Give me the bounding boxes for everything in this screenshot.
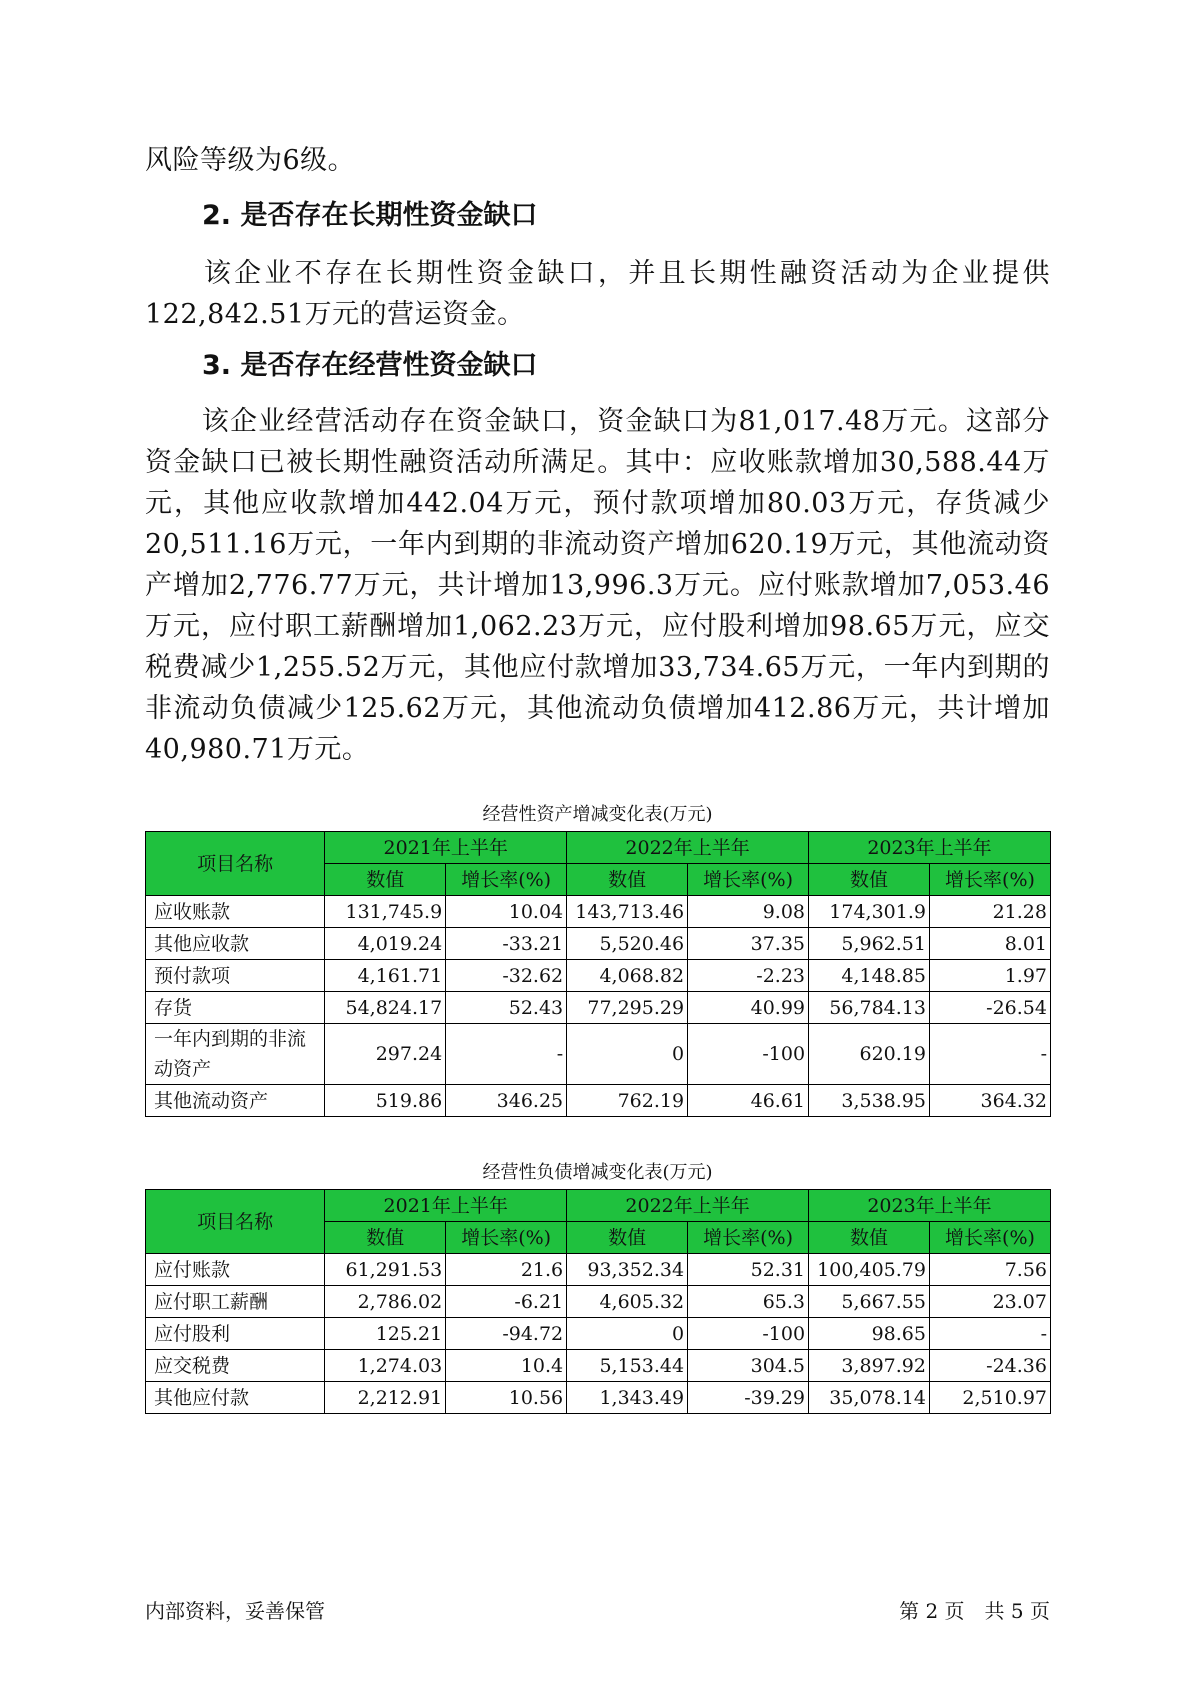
value-cell: 3,538.95 [809, 1085, 930, 1117]
value-cell: 4,019.24 [325, 928, 446, 960]
table-header-row [146, 1190, 1051, 1222]
table-caption-operating-assets: 经营性资产增减变化表(万元) [482, 804, 713, 825]
value-cell: 77,295.29 [567, 992, 688, 1024]
period-header: 2023年上半年 [809, 832, 1051, 864]
period-header: 2022年上半年 [567, 832, 809, 864]
growth-rate-cell: 40.99 [688, 992, 809, 1024]
growth-rate-cell: 1.97 [929, 960, 1050, 992]
value-cell: 35,078.14 [809, 1382, 930, 1414]
value-header: 数值 [809, 864, 930, 896]
value-cell: 2,212.91 [325, 1382, 446, 1414]
value-cell: 4,148.85 [809, 960, 930, 992]
growth-rate-cell: 23.07 [929, 1286, 1050, 1318]
value-cell: 174,301.9 [809, 896, 930, 928]
rate-header: 增长率(%) [446, 864, 567, 896]
row-item-name: 预付款项 [146, 960, 325, 992]
value-header: 数值 [325, 1222, 446, 1254]
paragraph-operating-gap: 该企业经营活动存在资金缺口，资金缺口为81,017.48万元。这部分资金缺口已被长期性融资活动所满足。其中：应收账款增加30,588.44万元，其他应收款增加442.04万元，预付款项增加80.03万元，存货减少20,511.16万元，一年内到期的非流动资产增加620.19万元，其他流动资产增加2,776.77万元，共计增加13,996.3万元。应付账款增加7,053.46万元，应付职工薪酬增加1,062.23万元，应付股利增加98.65万元，应交税费减少1,255.52万元，其他应付款增加33,734.65万元，一年内到期的非流动负债减少125.62万元，其他流动负债增加412.86万元，共计增加40,980.71万元。 [145, 406, 1050, 765]
table-row [146, 1085, 1051, 1117]
value-cell: 3,897.92 [809, 1350, 930, 1382]
growth-rate-cell: 7.56 [929, 1254, 1050, 1286]
row-item-name: 应付账款 [146, 1254, 325, 1286]
growth-rate-cell: 304.5 [688, 1350, 809, 1382]
item-name-header: 项目名称 [146, 1190, 325, 1254]
growth-rate-cell: -26.54 [929, 992, 1050, 1024]
growth-rate-cell: 10.4 [446, 1350, 567, 1382]
footer-confidential-note: 内部资料，妥善保管 [145, 1599, 325, 1623]
growth-rate-cell: 9.08 [688, 896, 809, 928]
period-header: 2021年上半年 [325, 832, 567, 864]
rate-header: 增长率(%) [688, 1222, 809, 1254]
value-cell: 54,824.17 [325, 992, 446, 1024]
value-cell: 762.19 [567, 1085, 688, 1117]
growth-rate-cell: -2.23 [688, 960, 809, 992]
growth-rate-cell: -24.36 [929, 1350, 1050, 1382]
value-cell: 5,153.44 [567, 1350, 688, 1382]
value-cell: 131,745.9 [325, 896, 446, 928]
row-item-name: 存货 [146, 992, 325, 1024]
operating-liabilities-table [145, 1189, 1051, 1414]
growth-rate-cell: -6.21 [446, 1286, 567, 1318]
table-row [146, 1382, 1051, 1414]
table-row [146, 1254, 1051, 1286]
value-cell: 100,405.79 [809, 1254, 930, 1286]
value-header: 数值 [325, 864, 446, 896]
growth-rate-cell: -32.62 [446, 960, 567, 992]
value-cell: 125.21 [325, 1318, 446, 1350]
section-heading-long-term-gap: 2. 是否存在长期性资金缺口 [202, 200, 538, 231]
operating-assets-table [145, 831, 1051, 1117]
value-header: 数值 [567, 864, 688, 896]
row-item-name: 其他应付款 [146, 1382, 325, 1414]
growth-rate-cell: -100 [688, 1318, 809, 1350]
growth-rate-cell: 21.6 [446, 1254, 567, 1286]
growth-rate-cell: - [929, 1318, 1050, 1350]
table-row [146, 1318, 1051, 1350]
row-item-name: 应交税费 [146, 1350, 325, 1382]
growth-rate-cell: - [929, 1024, 1050, 1085]
growth-rate-cell: 46.61 [688, 1085, 809, 1117]
table-header-row [146, 832, 1051, 864]
row-item-name: 其他流动资产 [146, 1085, 325, 1117]
value-header: 数值 [567, 1222, 688, 1254]
table-row [146, 1350, 1051, 1382]
period-header: 2022年上半年 [567, 1190, 809, 1222]
value-cell: 56,784.13 [809, 992, 930, 1024]
value-cell: 98.65 [809, 1318, 930, 1350]
value-cell: 1,274.03 [325, 1350, 446, 1382]
item-name-header: 项目名称 [146, 832, 325, 896]
growth-rate-cell: -94.72 [446, 1318, 567, 1350]
growth-rate-cell: -39.29 [688, 1382, 809, 1414]
value-cell: 297.24 [325, 1024, 446, 1085]
growth-rate-cell: -33.21 [446, 928, 567, 960]
growth-rate-cell: 10.04 [446, 896, 567, 928]
value-cell: 4,605.32 [567, 1286, 688, 1318]
section-heading-operating-gap: 3. 是否存在经营性资金缺口 [202, 350, 538, 381]
growth-rate-cell: 364.32 [929, 1085, 1050, 1117]
value-cell: 620.19 [809, 1024, 930, 1085]
period-header: 2021年上半年 [325, 1190, 567, 1222]
growth-rate-cell: 10.56 [446, 1382, 567, 1414]
table-row [146, 896, 1051, 928]
value-cell: 4,161.71 [325, 960, 446, 992]
rate-header: 增长率(%) [929, 864, 1050, 896]
row-item-name: 应收账款 [146, 896, 325, 928]
value-cell: 0 [567, 1318, 688, 1350]
growth-rate-cell: 21.28 [929, 896, 1050, 928]
rate-header: 增长率(%) [929, 1222, 1050, 1254]
value-cell: 5,520.46 [567, 928, 688, 960]
rate-header: 增长率(%) [688, 864, 809, 896]
growth-rate-cell: 8.01 [929, 928, 1050, 960]
value-cell: 2,786.02 [325, 1286, 446, 1318]
value-cell: 1,343.49 [567, 1382, 688, 1414]
row-item-name: 其他应收款 [146, 928, 325, 960]
table-row [146, 1286, 1051, 1318]
period-header: 2023年上半年 [809, 1190, 1051, 1222]
growth-rate-cell: - [446, 1024, 567, 1085]
value-cell: 4,068.82 [567, 960, 688, 992]
value-cell: 5,667.55 [809, 1286, 930, 1318]
table-row [146, 928, 1051, 960]
row-item-name: 一年内到期的非流动资产 [146, 1024, 325, 1085]
value-cell: 93,352.34 [567, 1254, 688, 1286]
value-cell: 143,713.46 [567, 896, 688, 928]
paragraph-long-term-gap: 该企业不存在长期性资金缺口，并且长期性融资活动为企业提供122,842.51万元的营运资金。 [145, 258, 1050, 330]
table-row [146, 992, 1051, 1024]
growth-rate-cell: -100 [688, 1024, 809, 1085]
paragraph-risk-level: 风险等级为6级。 [145, 145, 356, 176]
table-caption-operating-liabilities: 经营性负债增减变化表(万元) [482, 1162, 713, 1183]
table-row [146, 960, 1051, 992]
value-cell: 0 [567, 1024, 688, 1085]
growth-rate-cell: 2,510.97 [929, 1382, 1050, 1414]
row-item-name: 应付股利 [146, 1318, 325, 1350]
growth-rate-cell: 52.43 [446, 992, 567, 1024]
row-item-name: 应付职工薪酬 [146, 1286, 325, 1318]
growth-rate-cell: 37.35 [688, 928, 809, 960]
growth-rate-cell: 65.3 [688, 1286, 809, 1318]
value-cell: 519.86 [325, 1085, 446, 1117]
footer-page-number: 第 2 页 共 5 页 [899, 1599, 1050, 1623]
growth-rate-cell: 52.31 [688, 1254, 809, 1286]
value-cell: 5,962.51 [809, 928, 930, 960]
growth-rate-cell: 346.25 [446, 1085, 567, 1117]
value-header: 数值 [809, 1222, 930, 1254]
table-row [146, 1024, 1051, 1085]
rate-header: 增长率(%) [446, 1222, 567, 1254]
value-cell: 61,291.53 [325, 1254, 446, 1286]
